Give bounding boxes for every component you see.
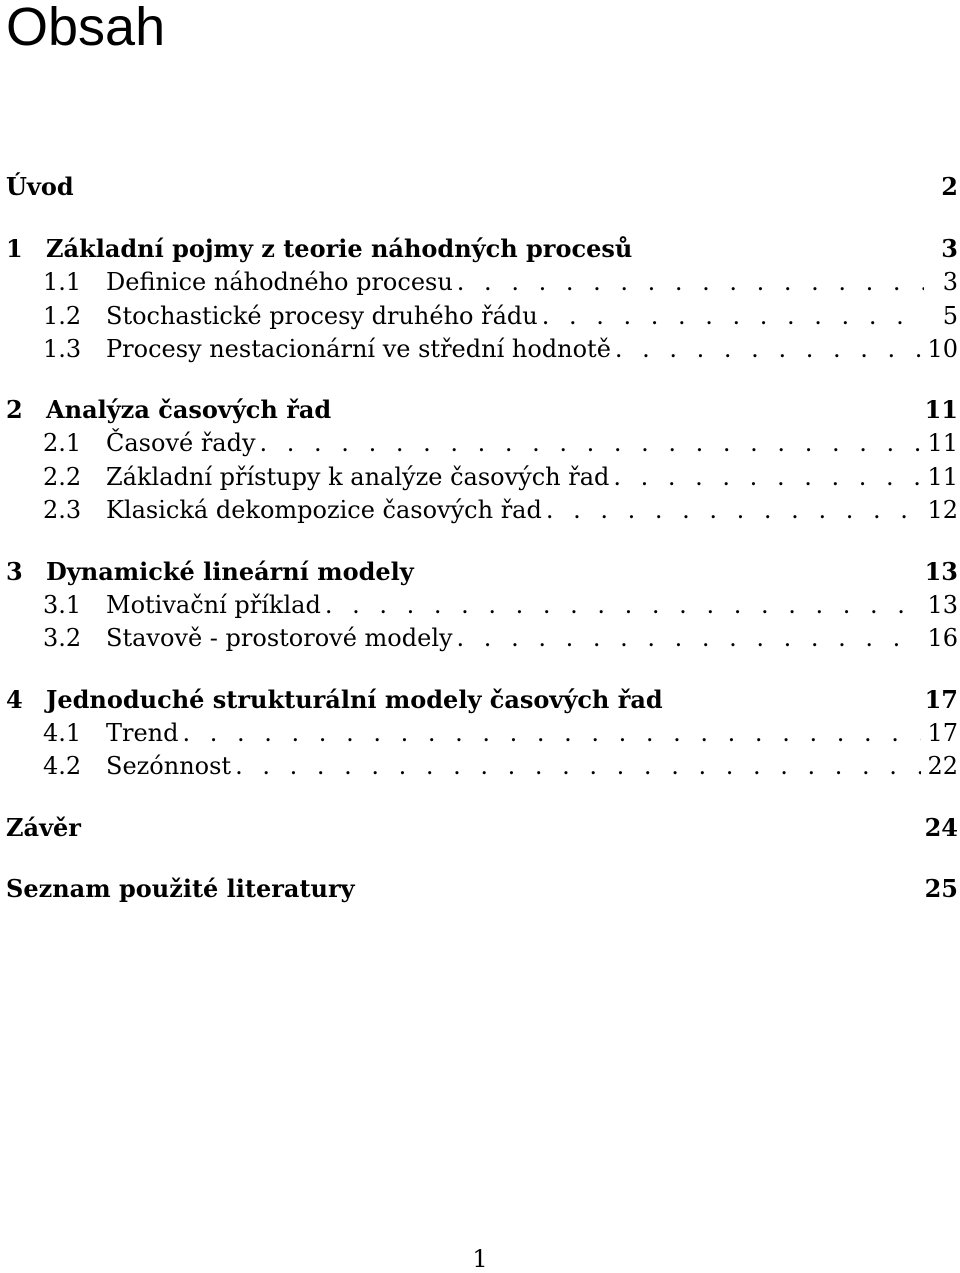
dot-leader <box>260 429 922 457</box>
toc-number: 4 <box>6 685 23 714</box>
toc-page-number: 11 <box>927 463 958 491</box>
toc-entry-section-4-1[interactable] <box>6 719 958 751</box>
toc-page-number: 17 <box>927 719 958 747</box>
toc-entry-section-4-2[interactable] <box>6 752 958 784</box>
toc-number: 4.2 <box>43 752 82 780</box>
toc-number: 2 <box>6 395 23 424</box>
toc-entry-chapter-3[interactable] <box>6 557 958 589</box>
toc-page-number: 3 <box>942 268 958 296</box>
toc-number: 1.1 <box>43 268 82 296</box>
toc-page-number: 13 <box>924 557 958 586</box>
dot-leader <box>183 719 922 747</box>
toc-number: 2.2 <box>43 463 82 491</box>
toc-label: Sezónnost <box>106 752 232 780</box>
toc-number: 3.1 <box>43 591 82 619</box>
toc-page-number: 10 <box>927 335 958 363</box>
toc-entry-chapter-1[interactable] <box>6 234 958 266</box>
toc-page-number: 24 <box>924 813 958 842</box>
page-title: Obsah <box>6 0 166 57</box>
toc-number: 4.1 <box>43 719 82 747</box>
dot-leader <box>542 302 924 330</box>
dot-leader <box>615 335 922 363</box>
toc-page-number: 2 <box>941 172 958 201</box>
toc-page-number: 3 <box>941 234 958 263</box>
dot-leader <box>235 752 921 780</box>
dot-leader <box>613 463 921 491</box>
toc-label: Trend <box>106 719 179 747</box>
footer-page-number: 1 <box>472 1245 488 1273</box>
toc-number: 2.1 <box>43 429 82 457</box>
toc-entry-section-2-1[interactable] <box>6 429 958 461</box>
toc-label: Klasická dekompozice časových řad <box>106 496 542 524</box>
toc-page-number: 11 <box>924 395 958 424</box>
toc-label: Dynamické lineární modely <box>46 557 414 586</box>
toc-label: Procesy nestacionární ve střední hodnotě <box>106 335 611 363</box>
toc-label: Stochastické procesy druhého řádu <box>106 302 538 330</box>
toc-number: 1.3 <box>43 335 82 363</box>
toc-entry-section-1-1[interactable] <box>6 268 958 300</box>
toc-number: 1 <box>6 234 23 263</box>
dot-leader <box>457 268 924 296</box>
toc-page-number: 25 <box>924 874 958 903</box>
toc-label: Motivační příklad <box>106 591 321 619</box>
toc-page-number: 13 <box>927 591 958 619</box>
toc-label: Seznam použité literatury <box>6 874 355 903</box>
toc-page-number: 12 <box>927 496 958 524</box>
toc-label: Analýza časových řad <box>46 395 332 424</box>
toc-number: 1.2 <box>43 302 82 330</box>
toc-entry-section-1-2[interactable] <box>6 302 958 334</box>
toc-entry-section-3-2[interactable] <box>6 624 958 656</box>
toc-label: Základní pojmy z teorie náhodných procesů <box>46 234 633 263</box>
toc-page-number: 11 <box>927 429 958 457</box>
toc-page-number: 16 <box>927 624 958 652</box>
toc-entry-chapter-4[interactable] <box>6 685 958 717</box>
toc-number: 3 <box>6 557 23 586</box>
toc-page-number: 5 <box>942 302 958 330</box>
toc-entry-section-2-2[interactable] <box>6 463 958 495</box>
toc-number: 2.3 <box>43 496 82 524</box>
toc-page-number: 22 <box>927 752 958 780</box>
toc-label: Stavově - prostorové modely <box>106 624 453 652</box>
toc-label: Základní přístupy k analýze časových řad <box>106 463 610 491</box>
toc-page-number: 17 <box>924 685 958 714</box>
toc-entry-uvod[interactable] <box>6 172 958 204</box>
toc-label: Časové řady <box>106 429 256 457</box>
toc-label: Jednoduché strukturální modely časových řad <box>46 685 663 714</box>
dot-leader <box>457 624 922 652</box>
dot-leader <box>325 591 922 619</box>
toc-entry-zaver[interactable] <box>6 813 958 845</box>
toc-entry-section-2-3[interactable] <box>6 496 958 528</box>
toc-number: 3.2 <box>43 624 82 652</box>
toc-entry-section-1-3[interactable] <box>6 335 958 367</box>
toc-label: Definice náhodného procesu <box>106 268 453 296</box>
toc-label: Úvod <box>6 172 74 201</box>
dot-leader <box>546 496 922 524</box>
toc-label: Závěr <box>6 813 81 842</box>
toc-entry-chapter-2[interactable] <box>6 395 958 427</box>
toc-entry-seznam-literatury[interactable] <box>6 874 958 906</box>
toc-entry-section-3-1[interactable] <box>6 591 958 623</box>
